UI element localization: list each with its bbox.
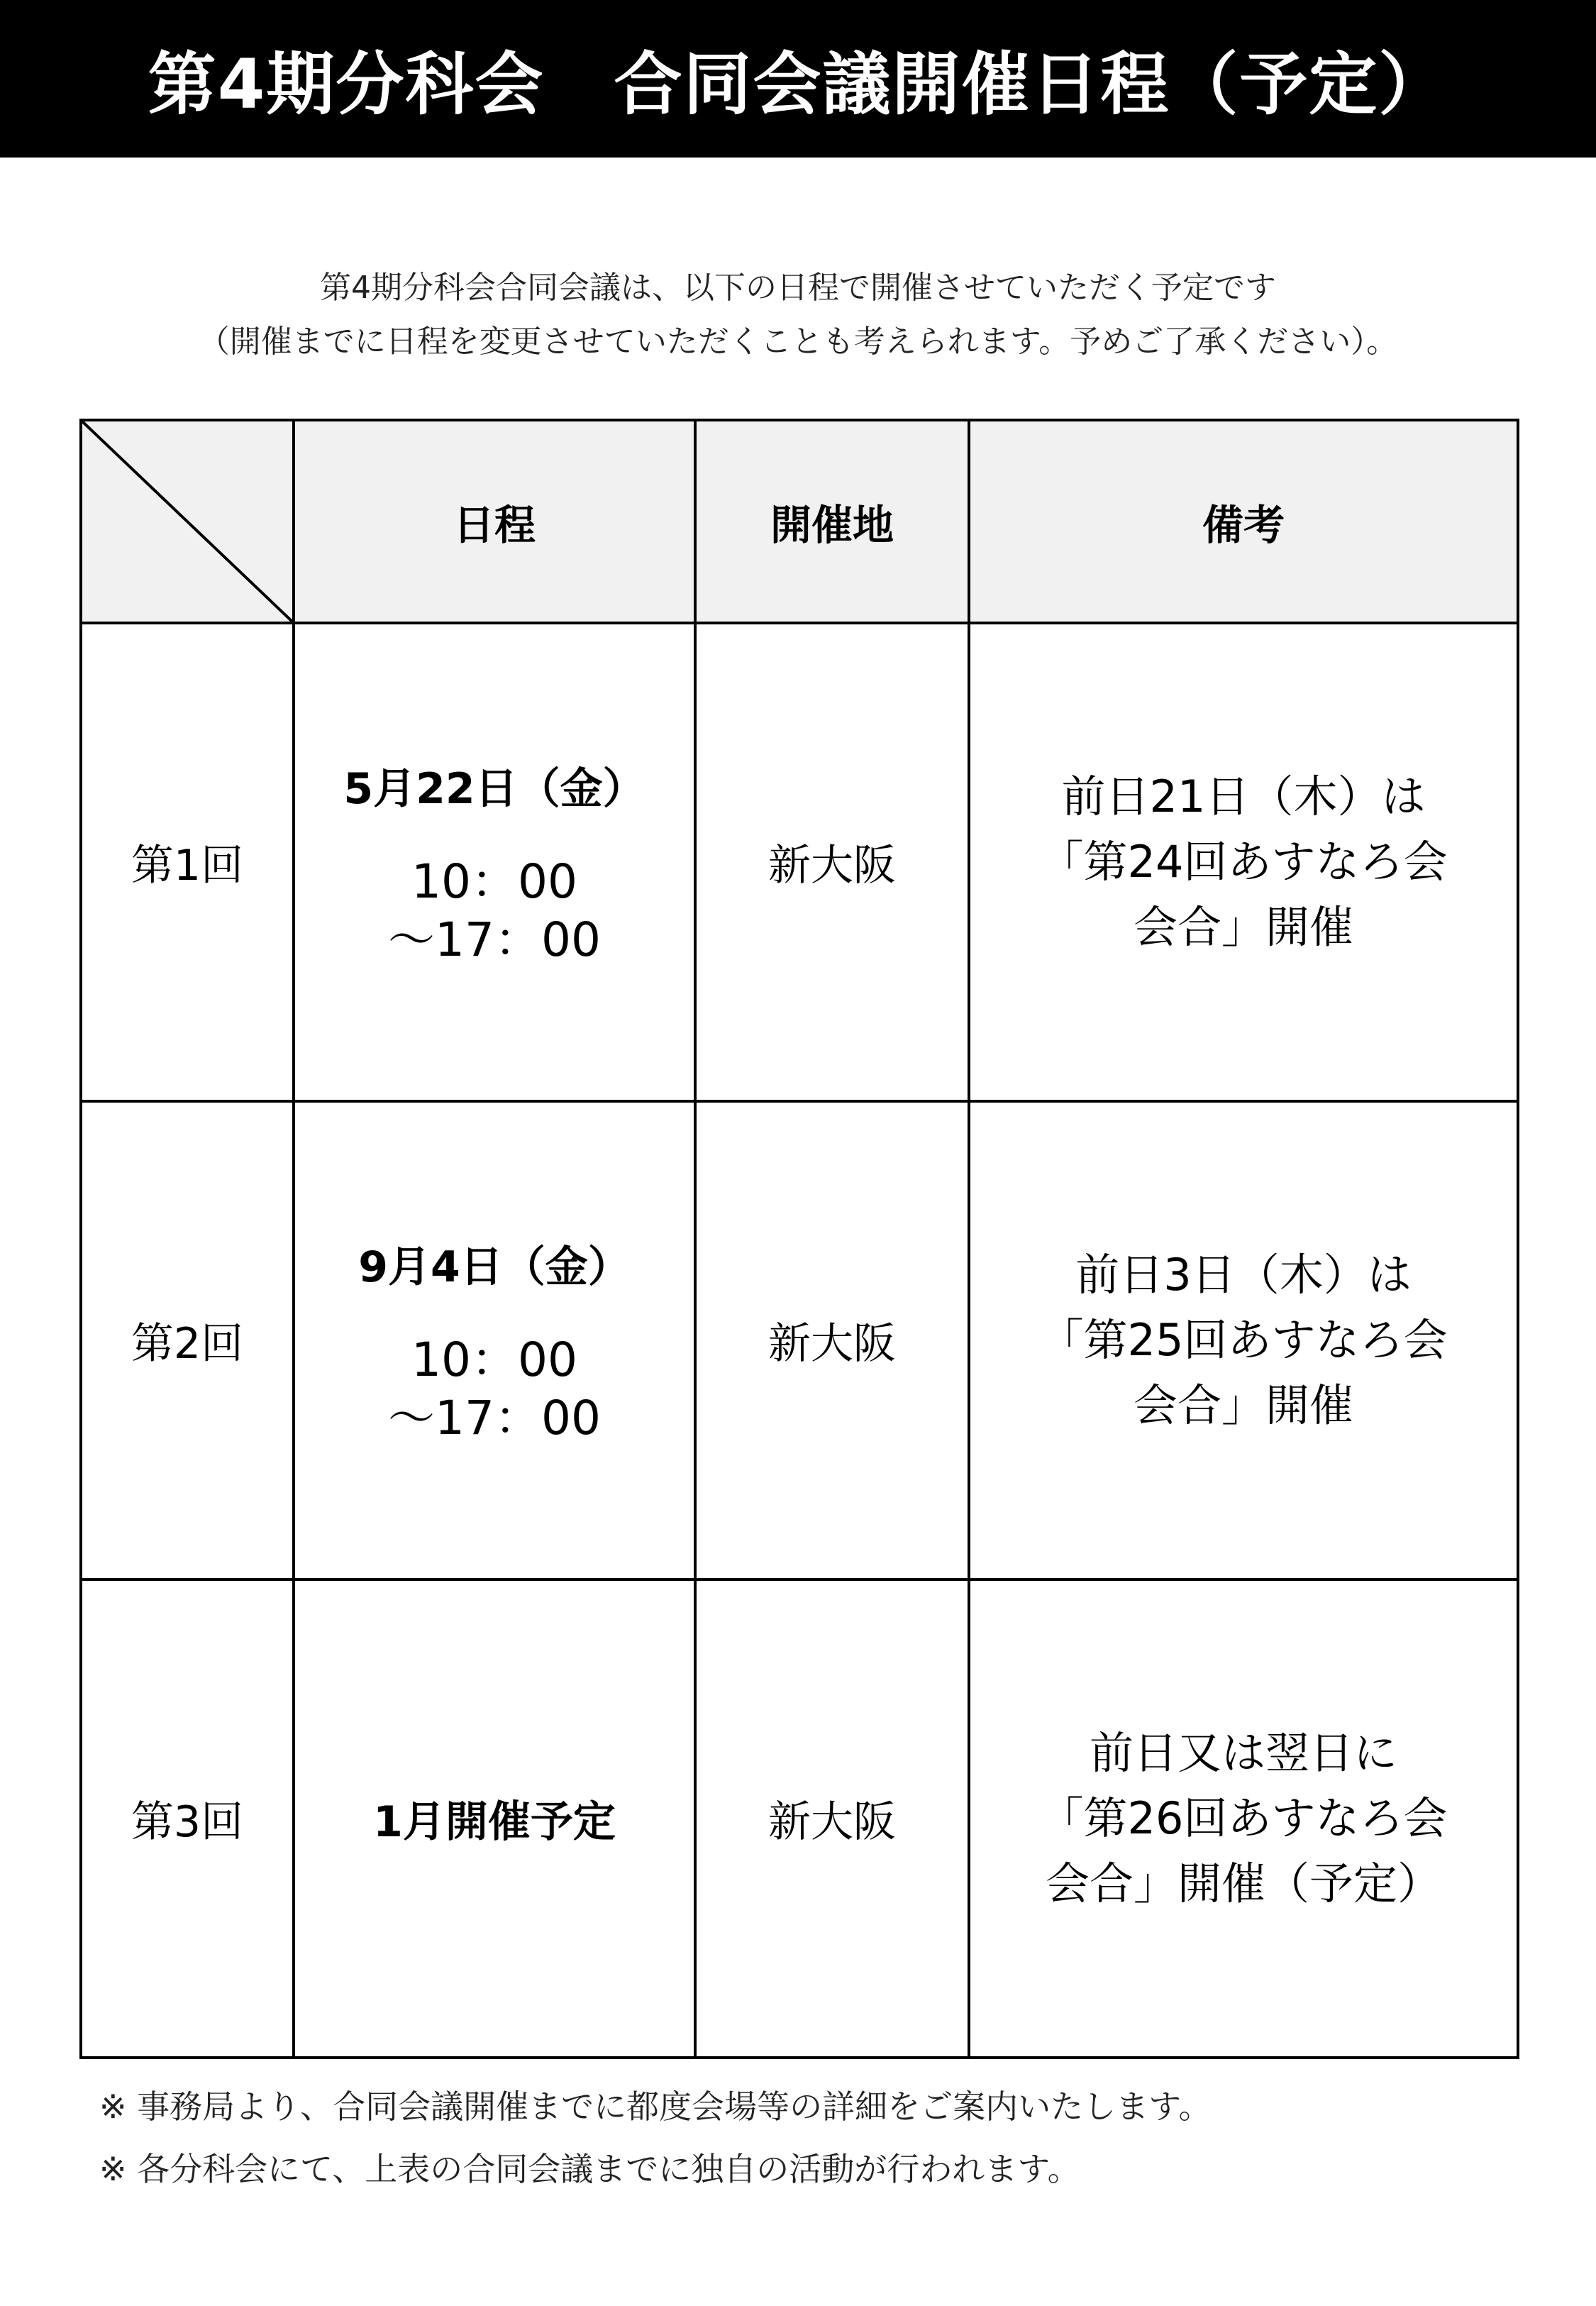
notes-line: 前日又は翌日に bbox=[1089, 1727, 1397, 1779]
notes-line: 「第26回あすなろ会 bbox=[1039, 1792, 1448, 1844]
date-cell bbox=[294, 623, 695, 1101]
round-cell: 第1回 bbox=[81, 623, 294, 1101]
page-title: 第4期分科会 合同会議開催日程（予定） bbox=[0, 0, 1596, 158]
round-cell: 第2回 bbox=[81, 1101, 294, 1579]
notes-line: 「第25回あすなろ会 bbox=[1039, 1314, 1448, 1366]
header-venue: 開催地 bbox=[695, 420, 969, 623]
notes-line: 「第24回あすなろ会 bbox=[1039, 836, 1448, 888]
footnote: ※ 事務局より、合同会議開催までに都度会場等の詳細をご案内いたします。 bbox=[99, 2087, 1212, 2126]
footnote: ※ 各分科会にて、上表の合同会議までに独自の活動が行われます。 bbox=[99, 2150, 1080, 2188]
venue-cell: 新大阪 bbox=[695, 623, 969, 1101]
time-end: ～17：00 bbox=[388, 1391, 601, 1445]
notes-line: 会合」開催 bbox=[1133, 901, 1353, 953]
venue-cell: 新大阪 bbox=[695, 1101, 969, 1579]
date-label: 5月22日（金） bbox=[343, 764, 645, 814]
intro-line-1: 第4期分科会合同会議は、以下の日程で開催させていただく予定です bbox=[320, 270, 1276, 306]
time-start: 10：00 bbox=[411, 854, 577, 909]
notes-line: 前日21日（木）は bbox=[1061, 771, 1426, 822]
table-row bbox=[81, 623, 1518, 1101]
notes-line: 前日3日（木）は bbox=[1075, 1249, 1412, 1301]
round-cell: 第3回 bbox=[81, 1579, 294, 2058]
date-label: 9月4日（金） bbox=[358, 1242, 631, 1292]
header-date: 日程 bbox=[294, 420, 695, 623]
table-header-row bbox=[81, 420, 1518, 623]
venue-cell: 新大阪 bbox=[695, 1579, 969, 2058]
date-label: 1月開催予定 bbox=[373, 1797, 616, 1847]
corner-cell bbox=[81, 420, 294, 623]
notes-cell bbox=[969, 1579, 1518, 2058]
notes-line: 会合」開催（予定） bbox=[1045, 1858, 1441, 1909]
notes-cell bbox=[969, 1101, 1518, 1579]
footnotes bbox=[99, 2075, 1212, 2200]
header-notes: 備考 bbox=[969, 420, 1518, 623]
table-row bbox=[81, 1101, 1518, 1579]
intro-line-2: （開催までに日程を変更させていただくことも考えられます。予めご了承ください）。 bbox=[198, 324, 1398, 360]
diagonal-line bbox=[82, 421, 292, 622]
date-cell bbox=[294, 1579, 695, 2058]
intro-text bbox=[0, 261, 1596, 369]
date-cell bbox=[294, 1101, 695, 1579]
schedule-table bbox=[79, 419, 1519, 2059]
table-row bbox=[81, 1579, 1518, 2058]
time-start: 10：00 bbox=[411, 1333, 577, 1387]
notes-line: 会合」開催 bbox=[1133, 1379, 1353, 1431]
time-end: ～17：00 bbox=[388, 912, 601, 967]
notes-cell bbox=[969, 623, 1518, 1101]
